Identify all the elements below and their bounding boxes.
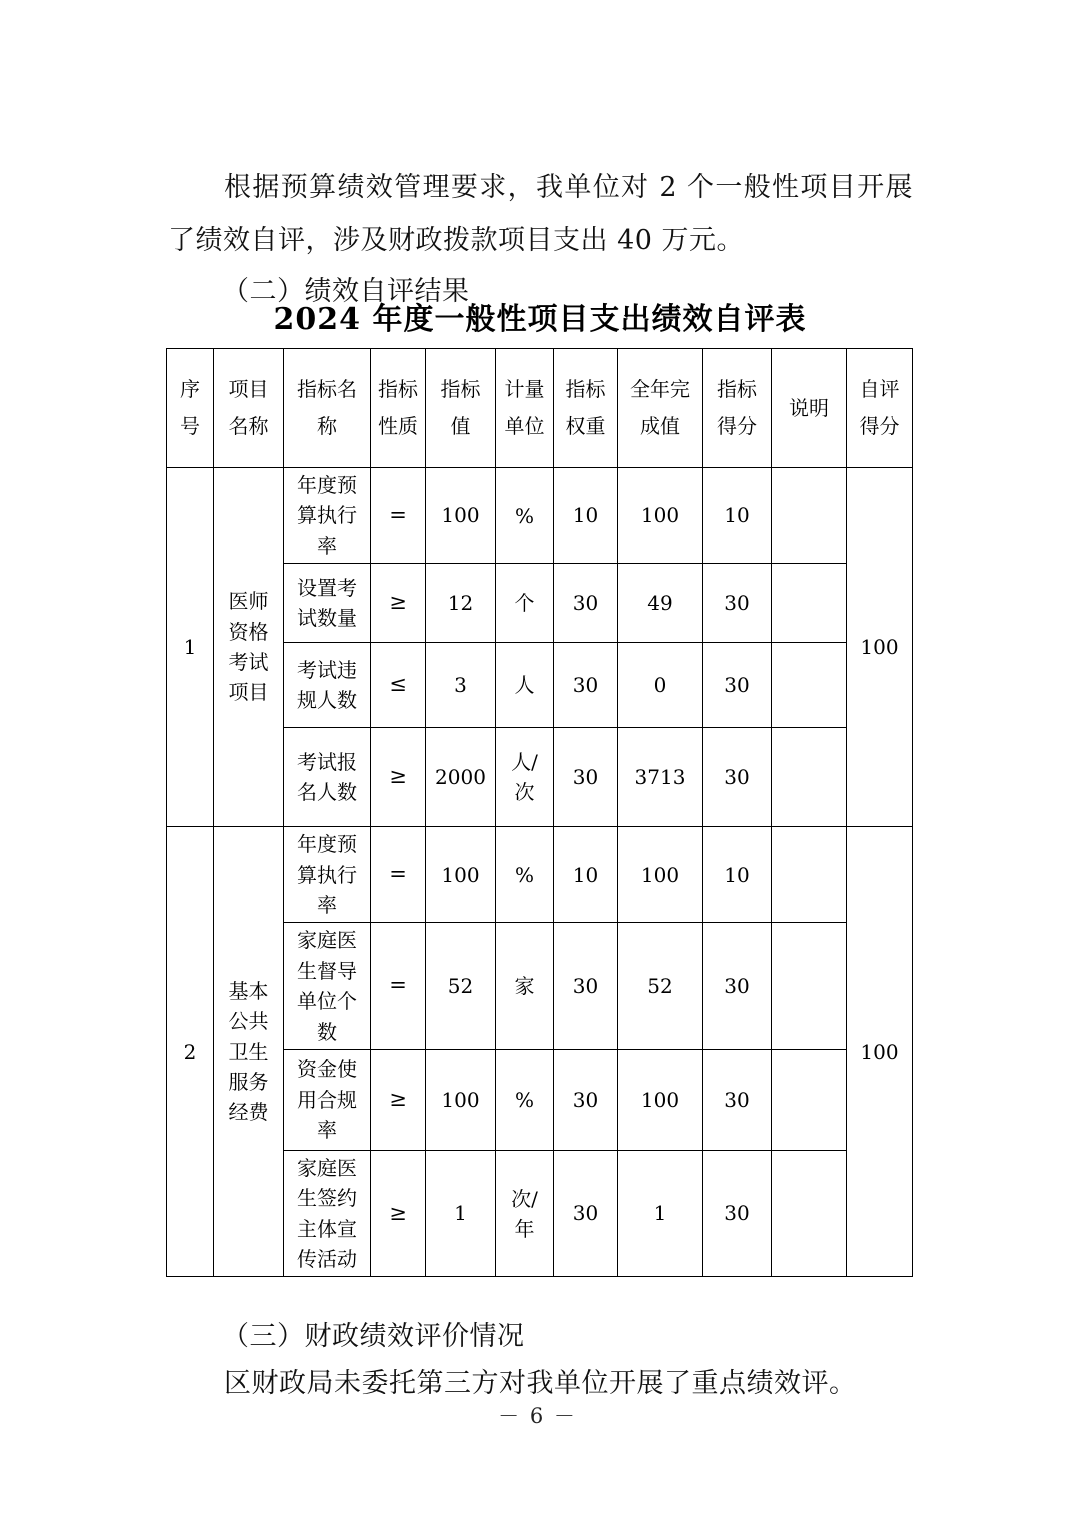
header-seq	[167, 349, 214, 468]
cell-unit	[496, 468, 554, 564]
cell-unit	[496, 728, 554, 827]
cell-note	[772, 468, 847, 564]
cell-note	[772, 923, 847, 1050]
cell-actual-value: 100	[618, 1049, 703, 1150]
header-indicator-score-line1: 指标	[717, 377, 757, 401]
cell-weight: 30	[554, 923, 618, 1050]
header-indicator-type-line1: 指标	[378, 377, 418, 401]
page-number: － 6 －	[498, 1404, 577, 1428]
cell-weight: 30	[554, 564, 618, 643]
cell-indicator-type: =	[371, 468, 426, 564]
cell-unit	[496, 564, 554, 643]
intro-paragraph: 根据预算绩效管理要求，我单位对 2 个一般性项目开展了绩效自评，涉及财政拨款项目支出 40 万元。	[168, 172, 913, 256]
cell-note	[772, 1150, 847, 1277]
table-header-row	[167, 349, 913, 468]
indicator-name-text: 考试报名人数	[297, 749, 357, 805]
cell-indicator-value: 100	[426, 1049, 496, 1150]
cell-unit	[496, 827, 554, 923]
project-name-text: 医师资格考试项目	[228, 589, 269, 705]
cell-note	[772, 728, 847, 827]
cell-weight: 10	[554, 827, 618, 923]
header-indicator-value-line1: 指标	[440, 377, 481, 401]
header-seq-line1: 序	[180, 377, 200, 401]
header-indicator-name	[284, 349, 371, 468]
unit-text: 家	[514, 974, 535, 999]
cell-note	[772, 564, 847, 643]
project-name-text: 基本公共卫生服务经费	[228, 978, 269, 1125]
unit-text: 个	[514, 591, 535, 616]
unit-text: %	[514, 862, 534, 887]
header-indicator-score	[703, 349, 772, 468]
cell-weight: 30	[554, 643, 618, 728]
indicator-name-text: 资金使用合规率	[297, 1057, 357, 1143]
cell-actual-value: 100	[618, 827, 703, 923]
header-project-name-line1: 项目	[228, 377, 269, 401]
cell-indicator-name	[284, 923, 371, 1050]
cell-indicator-score: 30	[703, 728, 772, 827]
cell-indicator-score: 10	[703, 827, 772, 923]
cell-indicator-score: 30	[703, 1150, 772, 1277]
cell-indicator-type: ≥	[371, 1049, 426, 1150]
header-indicator-name-line2: 称	[317, 414, 337, 438]
cell-indicator-type: =	[371, 923, 426, 1050]
cell-indicator-score: 30	[703, 564, 772, 643]
table-row	[167, 468, 913, 564]
cell-unit	[496, 923, 554, 1050]
cell-indicator-type: ≤	[371, 643, 426, 728]
header-project-name-line2: 名称	[228, 414, 269, 438]
section-heading-two: （二）绩效自评结果	[222, 276, 470, 307]
header-unit-line2: 单位	[504, 414, 545, 438]
cell-unit	[496, 1150, 554, 1277]
cell-note	[772, 643, 847, 728]
header-actual-value-line2: 成值	[640, 414, 680, 438]
cell-indicator-name	[284, 1049, 371, 1150]
cell-indicator-type: ≥	[371, 728, 426, 827]
indicator-name-text: 年度预算执行率	[297, 832, 357, 917]
cell-indicator-value: 52	[426, 923, 496, 1050]
header-indicator-value-line2: 值	[450, 414, 471, 438]
cell-actual-value: 1	[618, 1150, 703, 1277]
header-indicator-value	[426, 349, 496, 468]
section-heading-three: （三）财政绩效评价情况	[222, 1321, 525, 1352]
header-actual-value	[618, 349, 703, 468]
cell-seq: 2	[167, 827, 214, 1277]
cell-note	[772, 1049, 847, 1150]
unit-text: %	[514, 503, 534, 528]
cell-actual-value: 49	[618, 564, 703, 643]
cell-indicator-value: 100	[426, 827, 496, 923]
cell-indicator-value: 100	[426, 468, 496, 564]
cell-indicator-score: 10	[703, 468, 772, 564]
cell-seq: 1	[167, 468, 214, 827]
header-self-score-line2: 得分	[859, 414, 900, 438]
header-note-label: 说明	[789, 395, 829, 420]
unit-text: %	[514, 1087, 534, 1112]
cell-indicator-score: 30	[703, 643, 772, 728]
cell-indicator-name	[284, 564, 371, 643]
indicator-name-text: 家庭医生督导单位个数	[297, 928, 357, 1044]
cell-weight: 10	[554, 468, 618, 564]
cell-indicator-name	[284, 643, 371, 728]
header-weight	[554, 349, 618, 468]
header-indicator-type	[371, 349, 426, 468]
header-weight-line1: 指标	[565, 377, 606, 401]
cell-actual-value: 100	[618, 468, 703, 564]
cell-weight: 30	[554, 1049, 618, 1150]
header-self-score-line1: 自评	[859, 377, 900, 401]
cell-indicator-type: ≥	[371, 564, 426, 643]
table-title: 2024 年度一般性项目支出绩效自评表	[273, 302, 807, 337]
cell-indicator-score: 30	[703, 923, 772, 1050]
cell-self-score: 100	[847, 827, 913, 1277]
cell-indicator-name	[284, 468, 371, 564]
cell-indicator-name	[284, 827, 371, 923]
header-indicator-score-line2: 得分	[717, 414, 757, 438]
cell-indicator-type: ≥	[371, 1150, 426, 1277]
cell-unit	[496, 1049, 554, 1150]
unit-text: 人	[514, 673, 535, 698]
indicator-name-text: 年度预算执行率	[297, 473, 357, 558]
closing-paragraph: 区财政局未委托第三方对我单位开展了重点绩效评。	[224, 1368, 857, 1399]
header-project-name	[214, 349, 284, 468]
header-unit	[496, 349, 554, 468]
cell-actual-value: 3713	[618, 728, 703, 827]
indicator-name-text: 设置考试数量	[297, 575, 357, 631]
cell-indicator-value: 2000	[426, 728, 496, 827]
header-actual-value-line1: 全年完	[630, 377, 690, 401]
cell-indicator-value: 1	[426, 1150, 496, 1277]
indicator-name-text: 家庭医生签约主体宣传活动	[297, 1155, 357, 1272]
cell-indicator-name	[284, 728, 371, 827]
header-note	[772, 349, 847, 468]
cell-unit	[496, 643, 554, 728]
cell-indicator-type: =	[371, 827, 426, 923]
header-weight-line2: 权重	[565, 414, 606, 438]
cell-actual-value: 0	[618, 643, 703, 728]
cell-project-name	[214, 468, 284, 827]
table-row	[167, 827, 913, 923]
header-seq-line2: 号	[180, 414, 200, 438]
header-indicator-type-line2: 性质	[378, 414, 418, 438]
performance-self-assessment-table	[166, 348, 913, 1277]
header-indicator-name-line1: 指标名	[297, 377, 357, 401]
cell-indicator-value: 12	[426, 564, 496, 643]
cell-self-score: 100	[847, 468, 913, 827]
cell-indicator-value: 3	[426, 643, 496, 728]
cell-actual-value: 52	[618, 923, 703, 1050]
header-unit-line1: 计量	[504, 377, 545, 401]
indicator-name-text: 考试违规人数	[297, 657, 357, 713]
unit-text: 人/次	[511, 750, 538, 805]
cell-indicator-score: 30	[703, 1049, 772, 1150]
cell-weight: 30	[554, 728, 618, 827]
unit-text: 次/年	[511, 1186, 538, 1241]
cell-weight: 30	[554, 1150, 618, 1277]
cell-indicator-name	[284, 1150, 371, 1277]
cell-project-name	[214, 827, 284, 1277]
header-self-score	[847, 349, 913, 468]
cell-note	[772, 827, 847, 923]
